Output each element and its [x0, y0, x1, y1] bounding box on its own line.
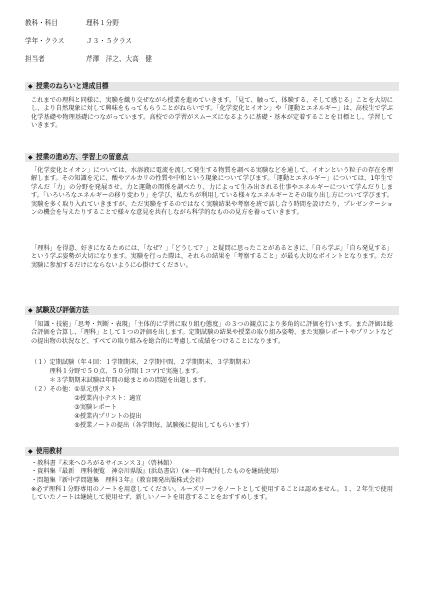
header-row-teacher	[25, 55, 152, 64]
section-title: 使用教材	[36, 447, 63, 455]
evaluation-item: ②授業内小テスト：適宜	[31, 395, 142, 402]
header-label: 学年・クラス	[25, 37, 65, 45]
section-title: 授業のねらいと達成目標	[36, 82, 109, 90]
goals-text: これまでの理科と同様に、実験を織り交ぜながら授業を進めていきます。「見て、触って、体験する、そして感じる」ことを大切にし、より自然現象に対して興味をもってもらうことがねらいです。「化学変化とイオン」や「運動とエネルギー」は、高校生で学ぶ化学基礎や物理基礎につながっています。高校での学習がスムーズになるように基礎・基本が定着することを目標とし、学習していきます。	[31, 97, 393, 130]
header-label: 担当者	[25, 55, 45, 63]
materials-item: ・教科書『未来へひろがるサイエンス３』（啓林館）	[31, 460, 176, 467]
section-heading-method	[25, 153, 399, 162]
header-label: 教科・科目	[25, 19, 58, 27]
header-value: Ｊ３・５クラス	[86, 37, 132, 45]
header-value: 芹澤 洋之、大高 健	[86, 55, 152, 63]
materials-item: ・資料集『最新 理科便覧 神奈川県版』(浜島書店）(※一昨年配付したものを継続使用）	[31, 468, 283, 476]
header-value: 理科１分野	[86, 19, 119, 27]
diamond-icon: ◆	[28, 83, 33, 90]
evaluation-item: ④授業内プリントの提出	[31, 413, 142, 420]
method-paragraph-1: 「化学変化とイオン」については、水溶液に電流を流して発生する物質を調べる実験などを通して、イオンという粒子の存在を理解します。その知識を元に、酸やアルカリの性質や中和という現象について学びます。「運動とエネルギー」については、1年生で学んだ「力」の分野を発展させ、力と運動の関係を調べたり、力によって生み出される仕事やエネルギーについて学んだりします。「いろいろなエネルギーの移り変わり」を学び、私たちが利用している様々なエネルギーとその取り出し方について学びます。実験を多く取り入れていきますが、ただ実験をするのではなく実験結果や考察を班で話し合う時間を設けたり、プレゼンテーションの機会を与えたりすることで様々な意見を共有しながら科学的なものの見方を養っていきます。	[31, 167, 393, 217]
materials-item: ・問題集『新中学問題集 理科３年』（教育開発出版株式会社）	[31, 476, 208, 484]
method-paragraph-2: 「理科」を得意、好きになるためには、「なぜ？」「どうして？」と疑問に思ったことがあるときに、「自ら学ぶ」「自ら発見する」という学ぶ姿勢が大切になります。実験を行った際は、それらの結果を「考察すること」が最も大切なポイントとなります。ただ実験に参加するだけにならないように心掛けてください。	[31, 245, 393, 269]
evaluation-item: ⑤授業ノートの提出（各学期毎、試験後に提出してもらいます）	[31, 422, 253, 429]
diamond-icon: ◆	[28, 154, 33, 161]
section-heading-evaluation	[25, 306, 399, 315]
section-title: 試験及び評価方法	[36, 306, 89, 314]
diamond-icon: ◆	[28, 307, 33, 314]
evaluation-item: 理科１分野で５０点、５０分間(１コマ)で実施します。	[31, 368, 203, 375]
evaluation-item: （２）その他：①単元別テスト	[31, 386, 117, 393]
materials-note: ※必ず理科１分野専用のノートを用意してください。ルーズリーフをノートとして使用することは認めません。１、２年生で使用していたノートは継続して使用せず、新しいノートを用意することをおすすめします。	[31, 486, 393, 502]
evaluation-item: （１）定期試験（年４回：１学期期末、２学期中間、２学期期末、３学期期末）	[31, 359, 254, 366]
diamond-icon: ◆	[28, 448, 33, 455]
header-row-subject	[25, 19, 119, 28]
evaluation-text: 「知識・技能」「思考・判断・表現」「主体的に学習に取り組む態度」の３つの観点により多角的に評価を行います。また評価は総合評価を合算し、「理科」として１つの評価を出します。定期試験の結果や授業の取り組み姿勢、また実験レポートやプリントなどの提出物の状況など、すべての取り組みを総合的に考慮して成績をつけることになります。	[31, 321, 393, 345]
evaluation-item: ③実験レポート	[31, 404, 117, 411]
section-heading-goals	[25, 82, 399, 91]
evaluation-item: ＊３学期期末試験は年間の総まとめの問題を出題します。	[31, 377, 210, 384]
section-title: 授業の進め方、学習上の留意点	[36, 153, 129, 161]
header-row-grade	[25, 37, 132, 46]
section-heading-materials	[25, 447, 399, 456]
materials-list	[31, 460, 393, 485]
